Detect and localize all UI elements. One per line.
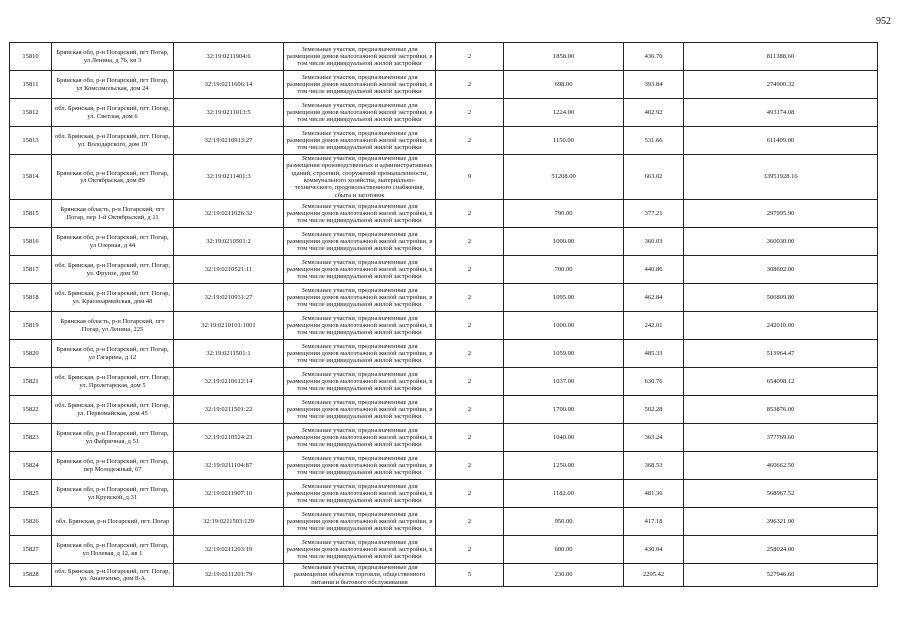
cadastral-number-cell: 32:19:0210612:14 [174,368,284,396]
address-cell: Брянская обл, р-н Погарский, пгт Погар, ул Озерная, д 44 [52,228,174,256]
cadastral-number-cell: 32:19:0211501:1 [174,340,284,368]
row-number: 15817 [10,256,52,284]
group-cell: 2 [436,340,504,368]
cadastral-number-cell: 32:19:0211606:14 [174,71,284,99]
land-use-cell: Земельные участки, предназначенные для размещения домов малоэтажной жилой застройки, в том числе индивидуальной жилой застройки [284,127,436,155]
group-cell: 2 [436,424,504,452]
area-cell: 1224.00 [504,99,624,127]
area-cell: 1858.00 [504,43,624,71]
cadastral-number-cell: 32:19:0210501:2 [174,228,284,256]
cadastral-value-cell: 493174.08 [684,99,878,127]
cadastral-number-cell: 32:19:0211503:129 [174,508,284,536]
address-cell: обл. Брянская, р-н Погарский, пгт. Погар, ул. Красноармейская, дом 48 [52,284,174,312]
row-number: 15811 [10,71,52,99]
row-number: 15826 [10,508,52,536]
cadastral-value-cell: 568967.52 [684,480,878,508]
row-number: 15818 [10,284,52,312]
specific-value-cell: 402.92 [624,99,684,127]
land-use-cell: Земельные участки, предназначенные для размещения домов малоэтажной жилой застройки, в том числе индивидуальной жилой застройки [284,536,436,564]
table-row [10,256,878,284]
specific-value-cell: 436.70 [624,43,684,71]
row-number: 15825 [10,480,52,508]
cadastral-value-cell: 274900.32 [684,71,878,99]
cadastral-number-cell: 32:19:0210931:27 [174,284,284,312]
land-use-cell: Земельные участки, предназначенные для размещения домов малоэтажной жилой застройки, в том числе индивидуальной жилой застройки [284,368,436,396]
table-row [10,368,878,396]
cadastral-value-cell: 297995.90 [684,200,878,228]
area-cell: 700.00 [504,256,624,284]
area-cell: 1000.00 [504,312,624,340]
area-cell: 600.00 [504,536,624,564]
table-row [10,71,878,99]
row-number: 15823 [10,424,52,452]
group-cell: 2 [436,200,504,228]
area-cell: 1182.00 [504,480,624,508]
table-row [10,452,878,480]
group-cell: 9 [436,155,504,200]
table-row [10,424,878,452]
table-row [10,508,878,536]
table-row [10,127,878,155]
land-use-cell: Земельные участки, предназначенные для размещения домов малоэтажной жилой застройки, в том числе индивидуальной жилой застройки [284,200,436,228]
group-cell: 2 [436,312,504,340]
cadastral-number-cell: 32:19:0210913:27 [174,127,284,155]
cadastral-value-cell: 258024.00 [684,536,878,564]
specific-value-cell: 393.84 [624,71,684,99]
cadastral-value-table [9,42,878,587]
address-cell: Брянская обл, р-н Погарский, пгт Погар, ул Гагарина, д 12 [52,340,174,368]
table-row [10,536,878,564]
group-cell: 2 [436,127,504,155]
table-row [10,200,878,228]
area-cell: 1095.00 [504,284,624,312]
row-number: 15812 [10,99,52,127]
cadastral-value-cell: 811388.60 [684,43,878,71]
table-body [10,43,878,587]
cadastral-value-cell: 611409.00 [684,127,878,155]
cadastral-number-cell: 32:19:0211907:10 [174,480,284,508]
address-cell: Брянская обл, р-н Погарский, пгт Погар, ул Комсомольская, дом 24 [52,71,174,99]
table-row [10,312,878,340]
row-number: 15810 [10,43,52,71]
area-cell: 790.00 [504,200,624,228]
page-number: 952 [876,16,891,27]
land-use-cell: Земельные участки, предназначенные для размещения домов малоэтажной жилой застройки, в том числе индивидуальной жилой застройки [284,340,436,368]
land-use-cell: Земельные участки, предназначенные для размещения домов малоэтажной жилой застройки, в том числе индивидуальной жилой застройки [284,256,436,284]
specific-value-cell: 481.36 [624,480,684,508]
group-cell: 2 [436,508,504,536]
cadastral-value-cell: 506809.80 [684,284,878,312]
table-row [10,340,878,368]
cadastral-number-cell: 32:19:0210521:11 [174,256,284,284]
row-number: 15815 [10,200,52,228]
cadastral-number-cell: 32:19:0211501:22 [174,396,284,424]
row-number: 15820 [10,340,52,368]
table-row [10,284,878,312]
land-use-cell: Земельные участки, предназначенные для размещения домов малоэтажной жилой застройки, в том числе индивидуальной жилой застройки [284,396,436,424]
specific-value-cell: 630.76 [624,368,684,396]
land-use-cell: Земельные участки, предназначенные для размещения домов малоэтажной жилой застройки, в том числе индивидуальной жилой застройки [284,508,436,536]
row-number: 15822 [10,396,52,424]
specific-value-cell: 462.84 [624,284,684,312]
area-cell: 1000.00 [504,228,624,256]
cadastral-number-cell: 32:19:0211104:87 [174,452,284,480]
specific-value-cell: 531.66 [624,127,684,155]
table-row [10,396,878,424]
row-number: 15827 [10,536,52,564]
specific-value-cell: 2295.42 [624,564,684,587]
area-cell: 1037.00 [504,368,624,396]
cadastral-number-cell: 32:19:0211013:5 [174,99,284,127]
group-cell: 5 [436,564,504,587]
land-use-cell: Земельные участки, предназначенные для размещения домов малоэтажной жилой застройки, в том числе индивидуальной жилой застройки [284,284,436,312]
address-cell: обл. Брянская, р-н Погарский, пгт. Погар, ул. Первомайская, дом 45 [52,396,174,424]
area-cell: 230.00 [504,564,624,587]
specific-value-cell: 363.24 [624,424,684,452]
area-cell: 1700.00 [504,396,624,424]
row-number: 15819 [10,312,52,340]
group-cell: 2 [436,256,504,284]
address-cell: обл. Брянская, р-н Погарский, пгт. Погар, ул. Пролетарская, дом 5 [52,368,174,396]
address-cell: обл. Брянская, р-н Погарский, пгт. Погар, ул. Светлая, дом 6 [52,99,174,127]
address-cell: обл. Брянская, р-н Погарский, пгт. Погар [52,508,174,536]
land-use-cell: Земельные участки, предназначенные для размещения домов малоэтажной жилой застройки, в том числе индивидуальной жилой застройки [284,312,436,340]
cadastral-number-cell: 32:19:0211201:79 [174,564,284,587]
cadastral-value-cell: 242010.00 [684,312,878,340]
group-cell: 2 [436,396,504,424]
address-cell: обл. Брянская, р-н Погарский, пгт. Погар, ул. Фрунзе, дом 50 [52,256,174,284]
address-cell: Брянская обл, р-н Погарский, пгт Погар, ул Полевая, д 12, кв 1 [52,536,174,564]
group-cell: 2 [436,536,504,564]
specific-value-cell: 663.02 [624,155,684,200]
row-number: 15824 [10,452,52,480]
area-cell: 1150.00 [504,127,624,155]
table-row [10,43,878,71]
table-row [10,99,878,127]
specific-value-cell: 360.03 [624,228,684,256]
row-number: 15816 [10,228,52,256]
area-cell: 1040.00 [504,424,624,452]
specific-value-cell: 502.28 [624,396,684,424]
cadastral-value-cell: 396321.00 [684,508,878,536]
table-row [10,480,878,508]
specific-value-cell: 368.53 [624,452,684,480]
address-cell: Брянская обл, р-н Погарский, пгт Погар, ул Ленина, д 76, кв 3 [52,43,174,71]
group-cell: 2 [436,71,504,99]
land-use-cell: Земельные участки, предназначенные для размещения домов малоэтажной жилой застройки, в том числе индивидуальной жилой застройки [284,43,436,71]
land-use-cell: Земельные участки, предназначенные для размещения объектов торговли, общественного питания и бытового обслуживания [284,564,436,587]
address-cell: обл. Брянская, р-н Погарский, пгт. Погар, ул. Ананченко, дом 8-А [52,564,174,587]
group-cell: 2 [436,99,504,127]
cadastral-value-cell: 460662.50 [684,452,878,480]
group-cell: 2 [436,284,504,312]
cadastral-value-cell: 654098.12 [684,368,878,396]
specific-value-cell: 440.86 [624,256,684,284]
specific-value-cell: 485.33 [624,340,684,368]
land-use-cell: Земельные участки, предназначенные для размещения домов малоэтажной жилой застройки, в том числе индивидуальной жилой застройки [284,452,436,480]
cadastral-number-cell: 32:19:0211904:6 [174,43,284,71]
land-use-cell: Земельные участки, предназначенные для размещения производственных и административных зданий, строений, сооружений промышленности, коммунального хозяйства, материально-технического, продовольственного снабжения, сбыта и заготовок [284,155,436,200]
cadastral-number-cell: 32:19:0211026:32 [174,200,284,228]
group-cell: 2 [436,452,504,480]
address-cell: Брянская обл, р-н Погарский, пгт Погар, ул Октябрьская, дом 89 [52,155,174,200]
cadastral-number-cell: 32:19:0211401:3 [174,155,284,200]
area-cell: 1059.00 [504,340,624,368]
cadastral-number-cell: 32:19:0211203:19 [174,536,284,564]
group-cell: 2 [436,368,504,396]
cadastral-value-cell: 377769.60 [684,424,878,452]
cadastral-value-cell: 513964.47 [684,340,878,368]
specific-value-cell: 242.01 [624,312,684,340]
address-cell: обл. Брянская, р-н Погарский, пгт. Погар, ул. Володарского, дом 19 [52,127,174,155]
row-number: 15821 [10,368,52,396]
group-cell: 2 [436,43,504,71]
table-row [10,155,878,200]
row-number: 15813 [10,127,52,155]
land-use-cell: Земельные участки, предназначенные для размещения домов малоэтажной жилой застройки, в том числе индивидуальной жилой застройки [284,228,436,256]
cadastral-value-cell: 308602.00 [684,256,878,284]
area-cell: 1250.00 [504,452,624,480]
cadastral-value-cell: 527946.60 [684,564,878,587]
land-use-cell: Земельные участки, предназначенные для размещения домов малоэтажной жилой застройки, в том числе индивидуальной жилой застройки [284,480,436,508]
cadastral-number-cell: 32:19:0210524:23 [174,424,284,452]
land-use-cell: Земельные участки, предназначенные для размещения домов малоэтажной жилой застройки, в том числе индивидуальной жилой застройки [284,424,436,452]
address-cell: Брянская обл, р-н Погарский, пгт Погар, ул Фабричная, д 51 [52,424,174,452]
specific-value-cell: 377.21 [624,200,684,228]
cadastral-number-cell: 32:19:0210101:1001 [174,312,284,340]
area-cell: 698.00 [504,71,624,99]
land-use-cell: Земельные участки, предназначенные для размещения домов малоэтажной жилой застройки, в том числе индивидуальной жилой застройки [284,99,436,127]
table-row [10,564,878,587]
address-cell: Брянская область, р-н Погарский, пгт Погар, пер 1-й Октябрьский, д 11 [52,200,174,228]
area-cell: 950.00 [504,508,624,536]
area-cell: 51208.00 [504,155,624,200]
row-number: 15814 [10,155,52,200]
address-cell: Брянская обл, р-н Погарский, пгт Погар, ул Крупской, д 31 [52,480,174,508]
cadastral-value-cell: 33951928.16 [684,155,878,200]
row-number: 15828 [10,564,52,587]
table-row [10,228,878,256]
specific-value-cell: 417.18 [624,508,684,536]
land-use-cell: Земельные участки, предназначенные для размещения домов малоэтажной жилой застройки, в том числе индивидуальной жилой застройки [284,71,436,99]
address-cell: Брянская область, р-н Погарский, пгт Погар, ул Ленина, 225 [52,312,174,340]
group-cell: 2 [436,228,504,256]
cadastral-value-cell: 853876.00 [684,396,878,424]
cadastral-value-cell: 360030.00 [684,228,878,256]
address-cell: Брянская обл, р-н Погарский, пгт Погар, пер Молодежный, 67 [52,452,174,480]
group-cell: 2 [436,480,504,508]
specific-value-cell: 430.04 [624,536,684,564]
